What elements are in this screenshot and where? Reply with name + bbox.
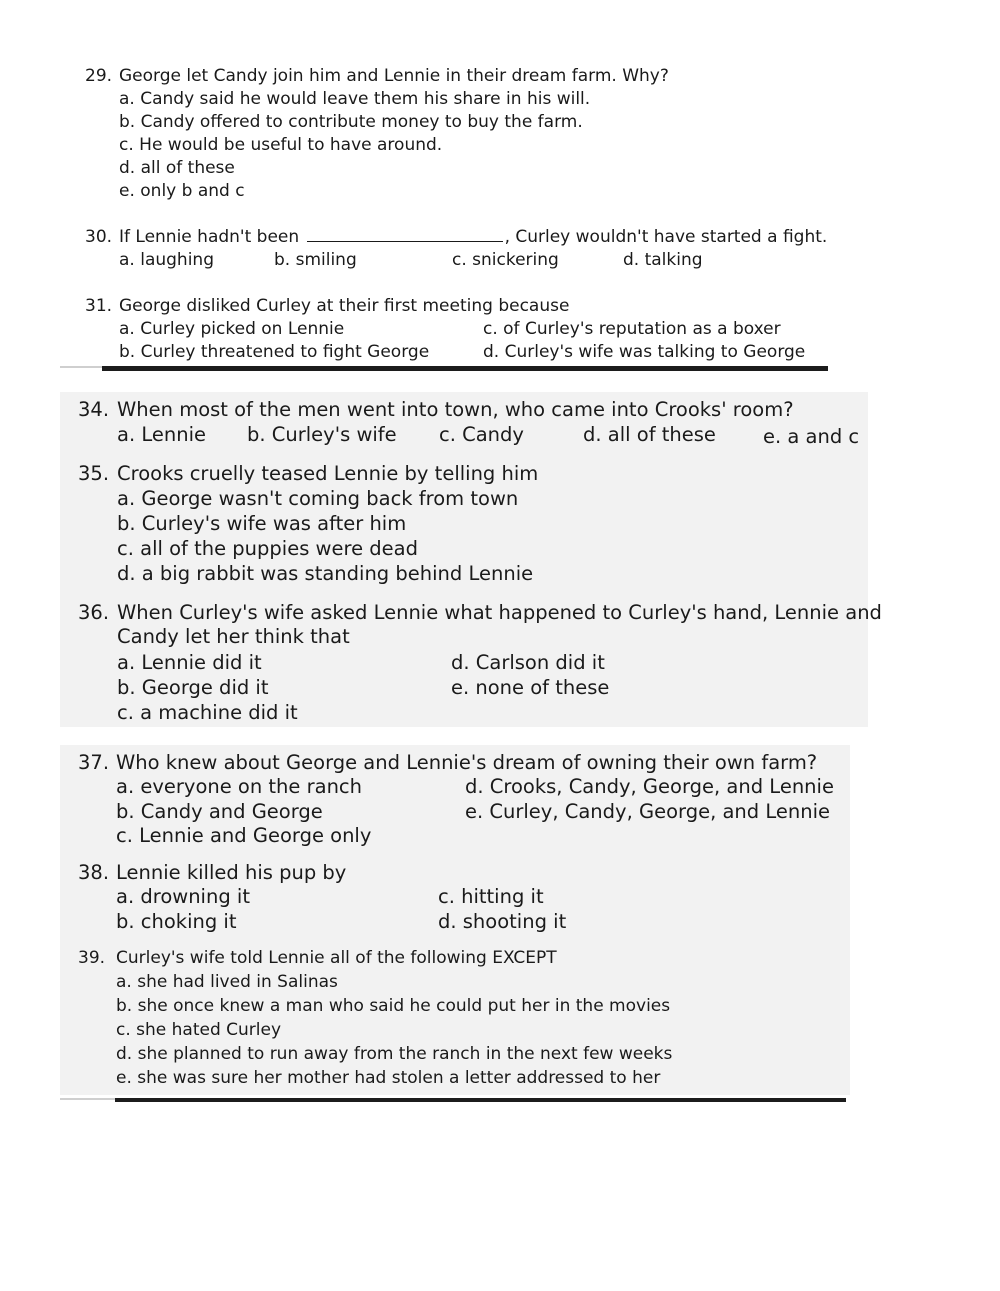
q34-option-c[interactable]: c. Candy (439, 423, 524, 446)
q38-option-b[interactable]: b. choking it (116, 910, 237, 933)
q35-option-c[interactable]: c. all of the puppies were dead (117, 537, 418, 560)
q30-option-d[interactable]: d. talking (623, 250, 703, 270)
q30-stem-after: , Curley wouldn't have started a fight. (504, 227, 828, 247)
q35-number: 35. (78, 462, 110, 485)
q31-stem: George disliked Curley at their first meeting because (119, 296, 570, 316)
q30-stem-before: If Lennie hadn't been (119, 227, 300, 247)
q35-stem: Crooks cruelly teased Lennie by telling him (117, 462, 539, 485)
q31-option-b[interactable]: b. Curley threatened to fight George (119, 342, 430, 362)
q34-option-b[interactable]: b. Curley's wife (247, 423, 397, 446)
q34-option-e[interactable]: e. a and c (763, 425, 860, 448)
q39-option-c[interactable]: c. she hated Curley (116, 1020, 282, 1040)
q36-option-b[interactable]: b. George did it (117, 676, 269, 699)
q29-stem: George let Candy join him and Lennie in their dream farm. Why? (119, 66, 669, 86)
q30-option-a[interactable]: a. laughing (119, 250, 214, 270)
q37-option-a[interactable]: a. everyone on the ranch (116, 775, 363, 798)
q31-option-a[interactable]: a. Curley picked on Lennie (119, 319, 345, 339)
q34-option-a[interactable]: a. Lennie (117, 423, 206, 446)
q39-option-a[interactable]: a. she had lived in Salinas (116, 972, 338, 992)
q29-option-b[interactable]: b. Candy offered to contribute money to buy the farm. (119, 112, 583, 132)
q29-option-e[interactable]: e. only b and c (119, 181, 245, 201)
divider-rule-upper (102, 366, 828, 371)
q36-option-a[interactable]: a. Lennie did it (117, 651, 262, 674)
q30-answer-blank[interactable] (307, 227, 503, 242)
q36-stem-line2: Candy let her think that (117, 625, 350, 648)
q29-number: 29. (85, 66, 113, 86)
q37-option-d[interactable]: d. Crooks, Candy, George, and Lennie (465, 775, 834, 798)
q37-option-e[interactable]: e. Curley, Candy, George, and Lennie (465, 800, 830, 823)
q31-option-c[interactable]: c. of Curley's reputation as a boxer (483, 319, 781, 339)
divider-rule-lower (115, 1098, 846, 1102)
q39-number: 39. (78, 948, 106, 968)
q36-number: 36. (78, 601, 110, 624)
q38-option-a[interactable]: a. drowning it (116, 885, 250, 908)
q38-stem: Lennie killed his pup by (116, 861, 347, 884)
q30-option-b[interactable]: b. smiling (274, 250, 357, 270)
q29-option-d[interactable]: d. all of these (119, 158, 235, 178)
q37-number: 37. (78, 751, 110, 774)
q29-option-c[interactable]: c. He would be useful to have around. (119, 135, 443, 155)
q29-option-a[interactable]: a. Candy said he would leave them his share in his will. (119, 89, 591, 109)
q35-option-b[interactable]: b. Curley's wife was after him (117, 512, 407, 535)
q35-option-d[interactable]: d. a big rabbit was standing behind Lennie (117, 562, 534, 585)
q39-option-b[interactable]: b. she once knew a man who said he could put her in the movies (116, 996, 671, 1016)
q36-option-c[interactable]: c. a machine did it (117, 701, 298, 724)
q39-option-d[interactable]: d. she planned to run away from the ranch in the next few weeks (116, 1044, 673, 1064)
q36-stem-line1: When Curley's wife asked Lennie what happened to Curley's hand, Lennie and (117, 601, 882, 624)
q34-stem: When most of the men went into town, who came into Crooks' room? (117, 398, 794, 421)
q36-option-d[interactable]: d. Carlson did it (451, 651, 605, 674)
q37-stem: Who knew about George and Lennie's dream of owning their own farm? (116, 751, 818, 774)
q38-option-c[interactable]: c. hitting it (438, 885, 544, 908)
q38-option-d[interactable]: d. shooting it (438, 910, 567, 933)
q30-number: 30. (85, 227, 113, 247)
q36-option-e[interactable]: e. none of these (451, 676, 610, 699)
q38-number: 38. (78, 861, 110, 884)
q37-option-b[interactable]: b. Candy and George (116, 800, 323, 823)
q30-stem (119, 227, 827, 247)
q34-number: 34. (78, 398, 110, 421)
q35-option-a[interactable]: a. George wasn't coming back from town (117, 487, 519, 510)
q39-option-e[interactable]: e. she was sure her mother had stolen a letter addressed to her (116, 1068, 661, 1088)
q34-option-d[interactable]: d. all of these (583, 423, 716, 446)
q31-option-d[interactable]: d. Curley's wife was talking to George (483, 342, 806, 362)
q30-option-c[interactable]: c. snickering (452, 250, 559, 270)
q39-stem: Curley's wife told Lennie all of the following EXCEPT (116, 948, 557, 968)
q31-number: 31. (85, 296, 113, 316)
q37-option-c[interactable]: c. Lennie and George only (116, 824, 372, 847)
